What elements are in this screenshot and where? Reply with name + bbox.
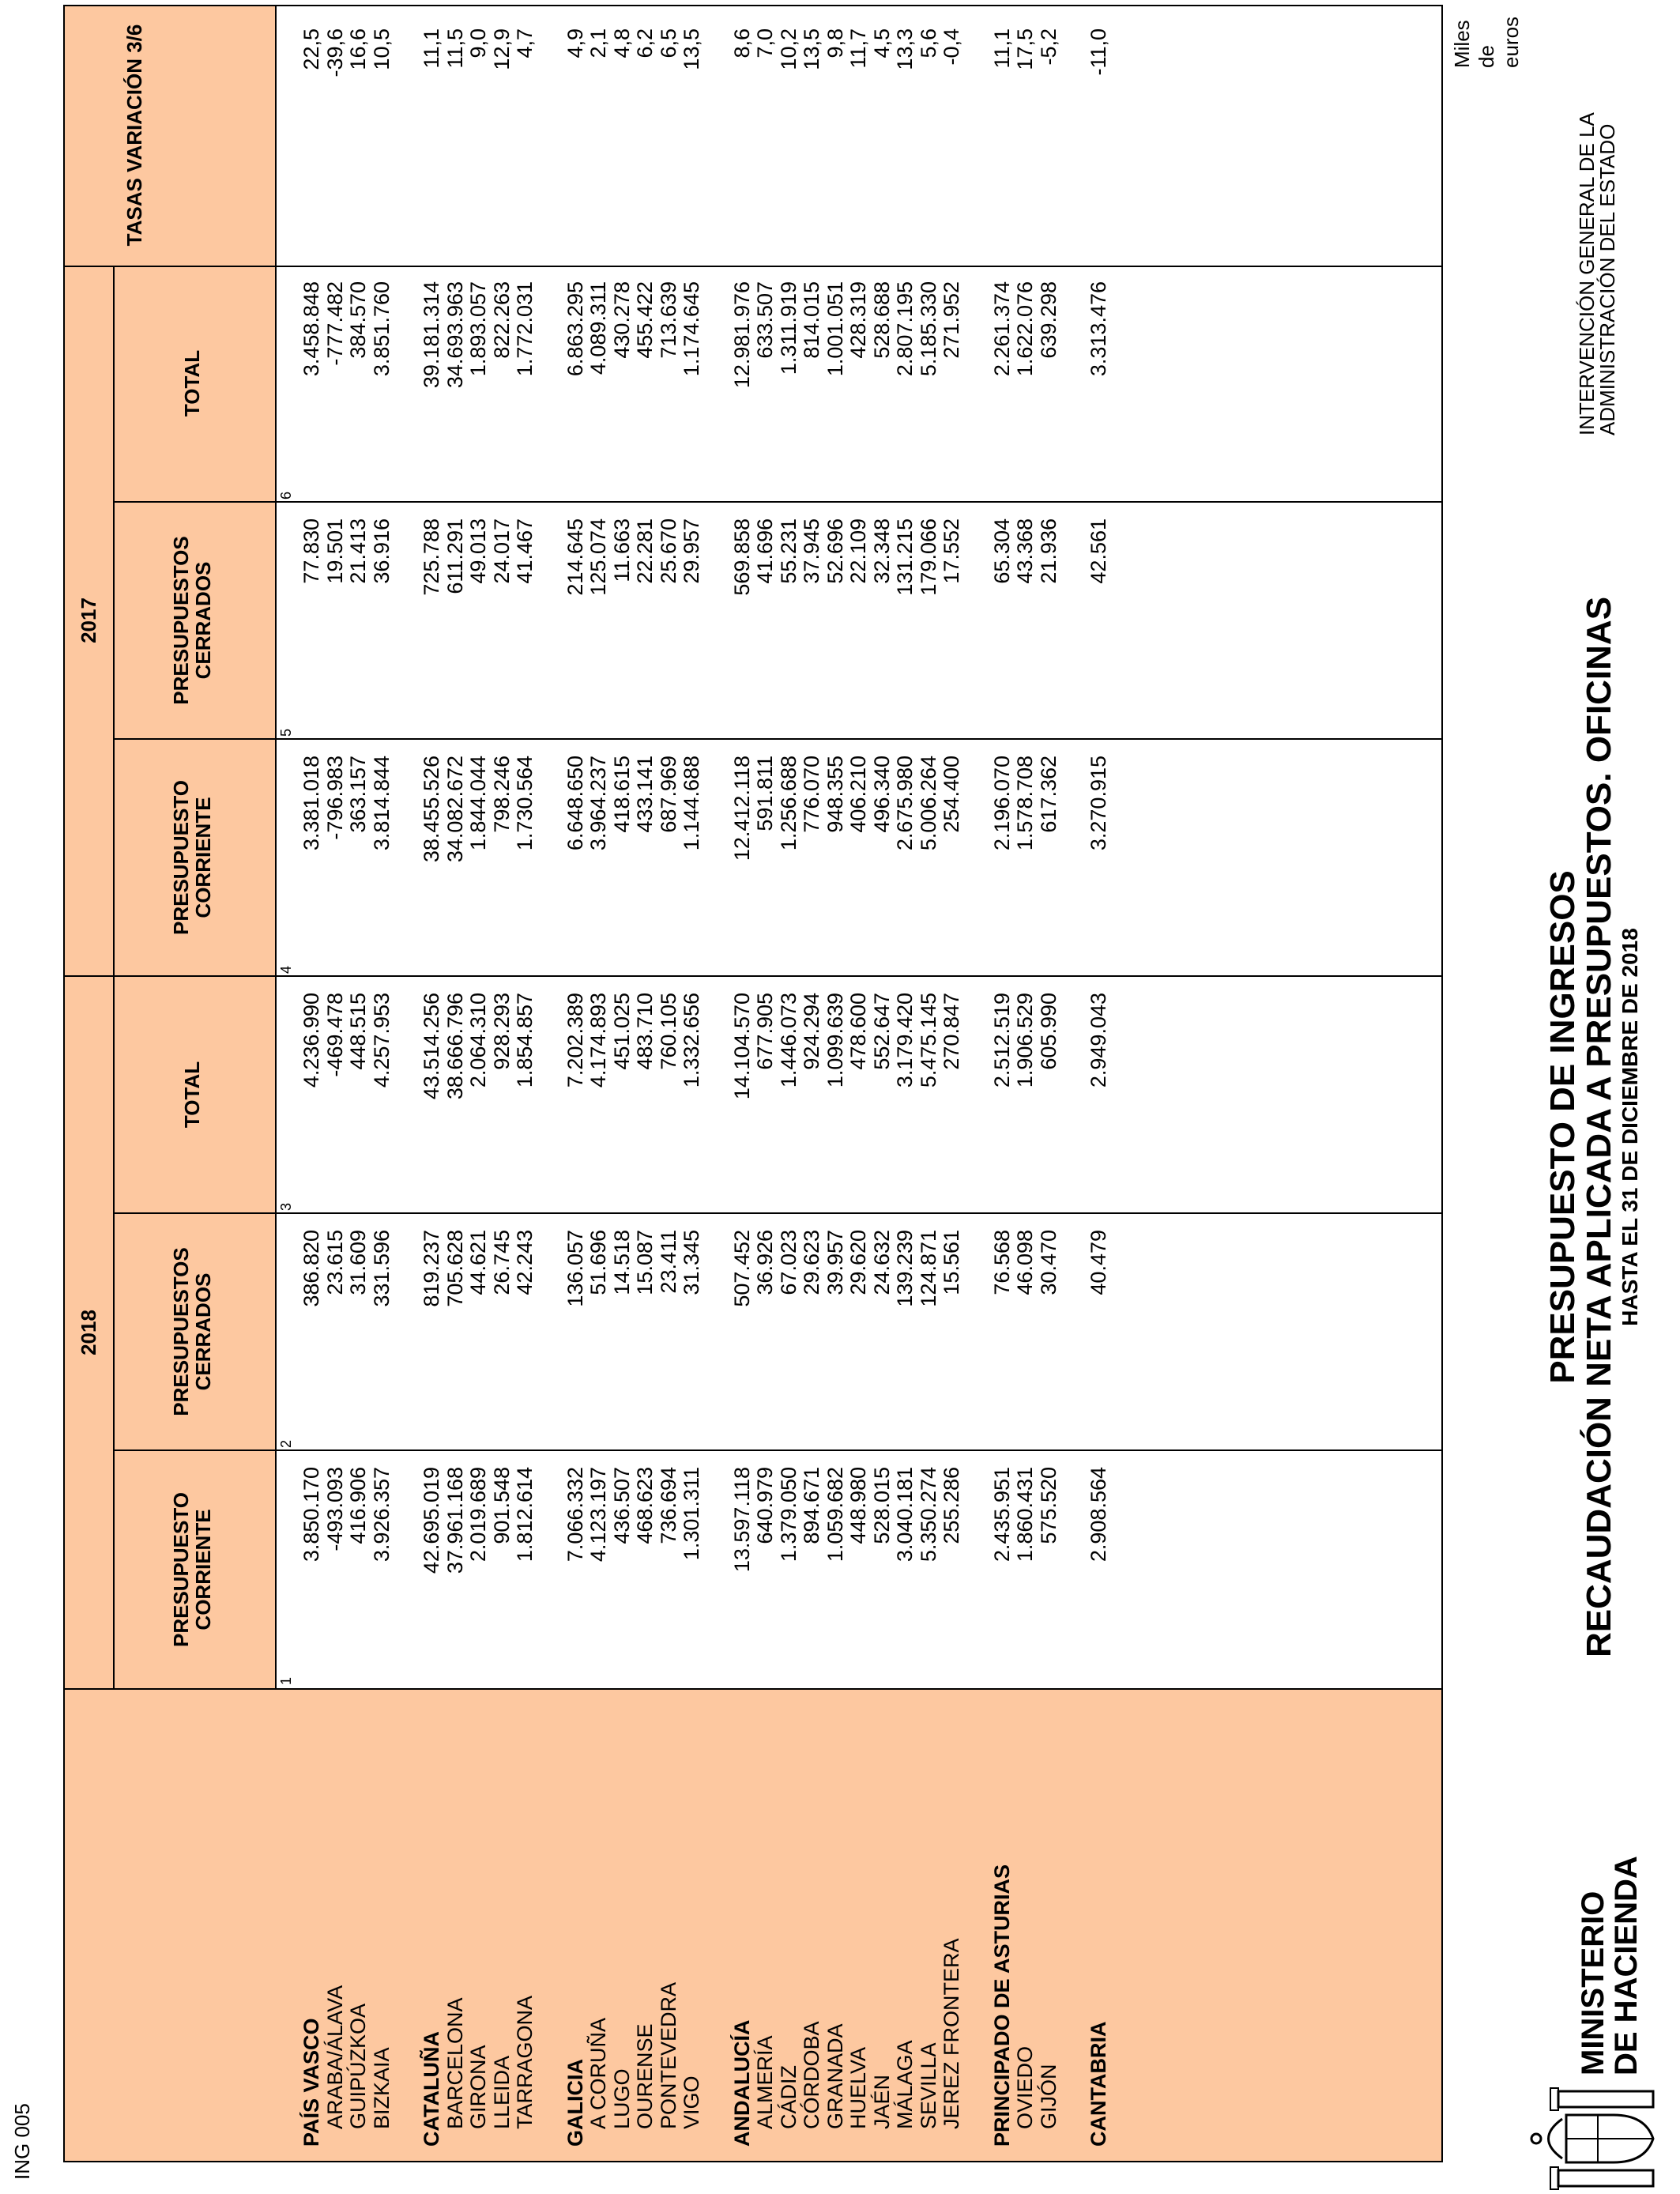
document-code: ING 005 — [10, 2103, 34, 2180]
cell-col-7: 9,8 — [823, 28, 847, 58]
row-label: GALICIA — [563, 2059, 587, 2147]
cell-col-3: 928.293 — [489, 993, 514, 1070]
cell-col-5: 41.467 — [513, 518, 537, 584]
cell-col-7: -39,6 — [322, 28, 347, 77]
cell-col-5: 77.830 — [299, 518, 323, 584]
cell-col-7: -11,0 — [1087, 28, 1110, 76]
row-label: OVIEDO — [1013, 2045, 1037, 2129]
cell-col-6: 3.313.476 — [1087, 281, 1110, 377]
cell-col-1: 528.015 — [869, 1467, 894, 1544]
cell-col-4: 1.844.044 — [466, 756, 490, 851]
cell-col-4: 3.814.844 — [369, 756, 394, 851]
row-label: GRANADA — [823, 2023, 847, 2129]
cell-col-7: -0,4 — [940, 28, 963, 66]
cell-col-3: 43.514.256 — [420, 993, 443, 1100]
issuer-block — [1576, 112, 1618, 435]
region-row — [1087, 5, 1110, 2162]
cell-col-2: 15.561 — [940, 1230, 963, 1295]
cell-col-5: 17.552 — [940, 518, 963, 584]
cell-col-2: 31.345 — [680, 1230, 703, 1295]
cell-col-7: 13,5 — [800, 28, 823, 70]
col-header-corriente-2018: PRESUPUESTO CORRIENTE — [169, 1492, 215, 1648]
title-line-2: RECAUDACIÓN NETA APLICADA A PRESUPUESTOS. OFICINAS — [1580, 596, 1618, 1658]
cell-col-1: -493.093 — [322, 1467, 347, 1551]
cell-col-1: 2.435.951 — [989, 1467, 1014, 1563]
ministry-line-1: MINISTERIO — [1576, 1891, 1610, 2075]
cell-col-3: 478.600 — [846, 993, 870, 1070]
cell-col-4: 687.969 — [656, 756, 680, 833]
office-row — [491, 5, 514, 2162]
row-label: PONTEVEDRA — [656, 1981, 680, 2129]
cell-col-3: 677.905 — [753, 993, 777, 1070]
cell-col-3: 605.990 — [1036, 993, 1060, 1070]
office-row — [587, 5, 610, 2162]
cell-col-3: 448.515 — [346, 993, 370, 1070]
row-label: OURENSE — [633, 2023, 657, 2129]
cell-col-5: 214.645 — [563, 518, 587, 596]
col-header-tasas: TASAS VARIACIÓN 3/6 — [122, 24, 146, 247]
cell-col-4: 2.675.980 — [893, 756, 917, 851]
row-label: CATALUÑA — [420, 2031, 443, 2147]
cell-col-7: 11,1 — [420, 28, 443, 69]
cell-col-6: 4.089.311 — [586, 281, 610, 375]
cell-col-5: 179.066 — [916, 518, 940, 596]
cell-col-6: 633.507 — [753, 281, 777, 359]
office-row — [754, 5, 777, 2162]
cell-col-7: 11,7 — [846, 28, 870, 69]
cell-col-1: 4.123.197 — [586, 1467, 610, 1563]
cell-col-3: 14.104.570 — [729, 993, 754, 1100]
cell-col-5: 36.916 — [369, 518, 394, 584]
cell-col-5: 21.936 — [1036, 518, 1060, 584]
cell-col-6: 1.893.057 — [466, 281, 490, 377]
cell-col-1: 640.979 — [753, 1467, 777, 1544]
cell-col-3: 451.025 — [609, 993, 634, 1070]
cell-col-1: 3.926.357 — [369, 1467, 394, 1563]
cell-col-1: 5.350.274 — [916, 1467, 940, 1563]
row-label: LUGO — [609, 2068, 634, 2129]
row-label: GIRONA — [466, 2045, 490, 2129]
office-row — [444, 5, 467, 2162]
office-row — [894, 5, 917, 2162]
cell-col-3: 1.099.639 — [823, 993, 847, 1088]
cell-col-2: 44.621 — [466, 1230, 490, 1295]
row-label: PAÍS VASCO — [299, 2018, 323, 2147]
row-label: PRINCIPADO DE ASTURIAS — [989, 1864, 1014, 2147]
cell-col-5: 65.304 — [989, 518, 1014, 584]
col-number-1: 1 — [278, 1676, 294, 1685]
cell-col-1: 42.695.019 — [420, 1467, 443, 1574]
office-row — [514, 5, 537, 2162]
cell-col-3: 2.064.310 — [466, 993, 490, 1088]
cell-col-4: 1.144.688 — [680, 756, 703, 851]
issuer-line-2: ADMINISTRACIÓN DEL ESTADO — [1595, 123, 1619, 435]
cell-col-1: 7.066.332 — [563, 1467, 587, 1563]
cell-col-1: 448.980 — [846, 1467, 870, 1544]
office-row — [800, 5, 823, 2162]
cell-col-4: 12.412.118 — [729, 756, 754, 861]
cell-col-3: 483.710 — [633, 993, 657, 1070]
office-row — [824, 5, 847, 2162]
col-number-5: 5 — [278, 728, 294, 737]
cell-col-6: 1.622.076 — [1013, 281, 1037, 377]
cell-col-4: 591.811 — [753, 756, 777, 831]
cell-col-3: 2.512.519 — [989, 993, 1014, 1088]
title-line-3: HASTA EL 31 DE DICIEMBRE DE 2018 — [1618, 928, 1642, 1326]
office-row — [657, 5, 680, 2162]
cell-col-7: 4,9 — [563, 28, 587, 58]
col-number-4: 4 — [278, 965, 294, 974]
cell-col-4: 798.246 — [489, 756, 514, 833]
cell-col-7: 7,0 — [753, 28, 777, 58]
cell-col-3: 1.446.073 — [776, 993, 800, 1088]
cell-col-2: 42.243 — [513, 1230, 537, 1295]
row-label: BARCELONA — [443, 1997, 467, 2129]
col-header-cerrados-2018: PRESUPUESTOS CERRADOS — [169, 1247, 215, 1416]
cell-col-2: 819.237 — [420, 1230, 443, 1307]
cell-col-7: 9,0 — [466, 28, 490, 58]
cell-col-2: 76.568 — [989, 1230, 1014, 1295]
cell-col-1: 1.059.682 — [823, 1467, 847, 1563]
cell-col-1: 416.906 — [346, 1467, 370, 1544]
row-label: GIJÓN — [1036, 2064, 1060, 2129]
cell-col-6: 2.807.195 — [893, 281, 917, 377]
cell-col-6: 271.952 — [940, 281, 963, 359]
cell-col-3: 7.202.389 — [563, 993, 587, 1088]
cell-col-2: 46.098 — [1013, 1230, 1037, 1295]
row-label: ALMERÍA — [753, 2035, 777, 2129]
cell-col-2: 24.632 — [869, 1230, 894, 1295]
cell-col-4: -796.983 — [322, 756, 347, 840]
cell-col-5: 41.696 — [753, 518, 777, 584]
col-header-cerrados-2017: PRESUPUESTOS CERRADOS — [169, 536, 215, 705]
row-label: VIGO — [680, 2075, 703, 2129]
cell-col-4: 418.615 — [609, 756, 634, 833]
cell-col-5: 125.074 — [586, 518, 610, 596]
cell-col-4: 38.455.526 — [420, 756, 443, 863]
cell-col-2: 507.452 — [729, 1230, 754, 1307]
office-row — [1038, 5, 1060, 2162]
cell-col-1: 1.812.614 — [513, 1467, 537, 1563]
cell-col-3: 3.179.420 — [893, 993, 917, 1088]
row-label: CÓRDOBA — [800, 2021, 823, 2129]
cell-col-5: 55.231 — [776, 518, 800, 584]
office-row — [940, 5, 963, 2162]
region-row — [731, 5, 754, 2162]
cell-col-6: -777.482 — [322, 281, 347, 366]
col-header-corriente-2017: PRESUPUESTO CORRIENTE — [169, 780, 215, 936]
cell-col-6: 1.001.051 — [823, 281, 847, 377]
col-number-6: 6 — [278, 491, 294, 499]
cell-col-6: 1.174.645 — [680, 281, 703, 377]
cell-col-5: 725.788 — [420, 518, 443, 596]
cell-col-4: 254.400 — [940, 756, 963, 833]
cell-col-2: 67.023 — [776, 1230, 800, 1295]
cell-col-2: 23.411 — [656, 1230, 680, 1294]
cell-col-6: 1.311.919 — [776, 281, 800, 375]
cell-col-4: 2.196.070 — [989, 756, 1014, 851]
cell-col-7: 17,5 — [1013, 28, 1037, 70]
cell-col-5: 131.215 — [893, 518, 917, 596]
cell-col-5: 611.291 — [443, 518, 467, 594]
cell-col-1: 2.019.689 — [466, 1467, 490, 1563]
cell-col-7: 12,9 — [489, 28, 514, 70]
cell-col-6: 455.422 — [633, 281, 657, 359]
cell-col-6: 1.772.031 — [513, 281, 537, 377]
cell-col-7: 8,6 — [729, 28, 754, 58]
cell-col-7: 13,5 — [680, 28, 703, 70]
office-row — [1014, 5, 1037, 2162]
cell-col-6: 384.570 — [346, 281, 370, 359]
cell-col-6: 3.851.760 — [369, 281, 394, 377]
cell-col-4: 617.362 — [1036, 756, 1060, 833]
cell-col-1: 1.860.431 — [1013, 1467, 1037, 1563]
cell-col-4: 3.270.915 — [1087, 756, 1110, 851]
cell-col-6: 2.261.374 — [989, 281, 1014, 377]
cell-col-4: 433.141 — [633, 756, 657, 833]
row-label: JEREZ FRONTERA — [940, 1938, 963, 2129]
cell-col-6: 822.263 — [489, 281, 514, 359]
office-row — [611, 5, 634, 2162]
cell-col-7: 4,7 — [513, 28, 537, 58]
cell-col-3: 1.906.529 — [1013, 993, 1037, 1088]
cell-col-2: 40.479 — [1087, 1230, 1110, 1295]
cell-col-6: 6.863.295 — [563, 281, 587, 377]
cell-col-2: 39.957 — [823, 1230, 847, 1295]
cell-col-2: 26.745 — [489, 1230, 514, 1295]
year-2017-header: 2017 — [76, 598, 100, 643]
cell-col-7: 10,2 — [776, 28, 800, 70]
office-row — [847, 5, 870, 2162]
cell-col-6: 3.458.848 — [299, 281, 323, 377]
cell-col-3: 1.332.656 — [680, 993, 703, 1088]
cell-col-2: 31.609 — [346, 1230, 370, 1295]
cell-col-2: 139.239 — [893, 1230, 917, 1307]
cell-col-6: 428.319 — [846, 281, 870, 359]
cell-col-7: 6,2 — [633, 28, 657, 58]
office-row — [680, 5, 703, 2162]
cell-col-4: 363.157 — [346, 756, 370, 833]
cell-col-7: 4,8 — [609, 28, 634, 58]
row-label: SEVILLA — [916, 2042, 940, 2129]
cell-col-5: 11.663 — [609, 518, 634, 582]
cell-col-4: 1.730.564 — [513, 756, 537, 851]
cell-col-6: 39.181.314 — [420, 281, 443, 389]
row-label: A CORUÑA — [586, 2017, 610, 2129]
cell-col-1: 894.671 — [800, 1467, 823, 1544]
cell-col-1: 736.694 — [656, 1467, 680, 1544]
row-label: ANDALUCÍA — [729, 2019, 754, 2147]
cell-col-3: 2.949.043 — [1087, 993, 1110, 1088]
row-label: MÁLAGA — [893, 2040, 917, 2129]
cell-col-2: 331.596 — [369, 1230, 394, 1307]
cell-col-3: 1.854.857 — [513, 993, 537, 1088]
cell-col-7: 10,5 — [369, 28, 394, 70]
region-row — [300, 5, 323, 2162]
cell-col-4: 1.256.688 — [776, 756, 800, 851]
cell-col-3: 760.105 — [656, 993, 680, 1070]
cell-col-2: 23.615 — [322, 1230, 347, 1295]
office-row — [371, 5, 394, 2162]
cell-col-5: 19.501 — [322, 518, 347, 584]
office-row — [347, 5, 370, 2162]
cell-col-4: 406.210 — [846, 756, 870, 833]
cell-col-3: 5.475.145 — [916, 993, 940, 1088]
cell-col-7: 11,1 — [989, 28, 1014, 69]
ministry-line-2: DE HACIENDA — [1609, 1856, 1644, 2075]
cell-col-1: 575.520 — [1036, 1467, 1060, 1544]
row-label: CÁDIZ — [776, 2065, 800, 2129]
cell-col-2: 14.518 — [609, 1230, 634, 1295]
issuer-line-1: INTERVENCIÓN GENERAL DE LA — [1575, 112, 1599, 435]
units-label: Miles de euros — [1450, 16, 1523, 68]
cell-col-5: 42.561 — [1087, 518, 1110, 584]
cell-col-1: 1.379.050 — [776, 1467, 800, 1563]
cell-col-7: 22,5 — [299, 28, 323, 70]
cell-col-2: 29.623 — [800, 1230, 823, 1295]
cell-col-7: 4,5 — [869, 28, 894, 58]
cell-col-3: 38.666.796 — [443, 993, 467, 1100]
cell-col-4: 3.381.018 — [299, 756, 323, 851]
col-header-total-2018: TOTAL — [180, 1061, 204, 1129]
col-number-2: 2 — [278, 1439, 294, 1448]
coat-of-arms-icon — [1527, 2083, 1669, 2194]
cell-col-5: 43.368 — [1013, 518, 1037, 584]
cell-col-3: 552.647 — [869, 993, 894, 1070]
cell-col-5: 37.945 — [800, 518, 823, 584]
cell-col-7: 6,5 — [656, 28, 680, 58]
cell-col-2: 705.628 — [443, 1230, 467, 1307]
cell-col-4: 948.355 — [823, 756, 847, 833]
row-label: TARRAGONA — [513, 1995, 537, 2129]
cell-col-6: 639.298 — [1036, 281, 1060, 359]
cell-col-7: -5,2 — [1036, 28, 1060, 66]
cell-col-4: 3.964.237 — [586, 756, 610, 851]
row-label: HUELVA — [846, 2046, 870, 2129]
cell-col-5: 21.413 — [346, 518, 370, 584]
cell-col-4: 6.648.650 — [563, 756, 587, 851]
revenue-table — [63, 5, 1446, 2162]
cell-col-7: 11,5 — [443, 28, 467, 69]
cell-col-6: 430.278 — [609, 281, 634, 359]
row-label: JAÉN — [869, 2074, 894, 2129]
cell-col-5: 49.013 — [466, 518, 490, 584]
cell-col-1: 37.961.168 — [443, 1467, 467, 1574]
cell-col-3: 270.847 — [940, 993, 963, 1070]
cell-col-1: 255.286 — [940, 1467, 963, 1544]
cell-col-5: 22.281 — [633, 518, 657, 584]
cell-col-2: 51.696 — [586, 1230, 610, 1295]
cell-col-7: 2,1 — [586, 28, 610, 58]
cell-col-6: 528.688 — [869, 281, 894, 359]
cell-col-4: 34.082.672 — [443, 756, 467, 863]
cell-col-1: 1.301.311 — [680, 1467, 703, 1561]
office-row — [871, 5, 894, 2162]
cell-col-1: 901.548 — [489, 1467, 514, 1544]
region-row — [991, 5, 1014, 2162]
cell-col-1: 3.850.170 — [299, 1467, 323, 1563]
cell-col-2: 136.057 — [563, 1230, 587, 1307]
office-row — [917, 5, 940, 2162]
cell-col-3: 4.257.953 — [369, 993, 394, 1088]
cell-col-1: 3.040.181 — [893, 1467, 917, 1563]
cell-col-5: 52.696 — [823, 518, 847, 584]
cell-col-4: 496.340 — [869, 756, 894, 833]
col-header-total-2017: TOTAL — [180, 349, 204, 417]
cell-col-1: 2.908.564 — [1087, 1467, 1110, 1563]
cell-col-1: 436.507 — [609, 1467, 634, 1544]
title-line-1: PRESUPUESTO DE INGRESOS — [1543, 870, 1582, 1384]
cell-col-5: 29.957 — [680, 518, 703, 584]
row-label: ARABA/ÁLAVA — [322, 1985, 347, 2129]
cell-col-3: 4.174.893 — [586, 993, 610, 1088]
cell-col-5: 22.109 — [846, 518, 870, 584]
cell-col-2: 15.087 — [633, 1230, 657, 1295]
cell-col-4: 5.006.264 — [916, 756, 940, 851]
cell-col-5: 25.670 — [656, 518, 680, 584]
cell-col-7: 13,3 — [893, 28, 917, 70]
cell-col-5: 569.858 — [729, 518, 754, 596]
cell-col-7: 16,6 — [346, 28, 370, 70]
cell-col-2: 386.820 — [299, 1230, 323, 1307]
cell-col-7: 5,6 — [916, 28, 940, 58]
row-label: LLEIDA — [489, 2055, 514, 2129]
cell-col-3: -469.478 — [322, 993, 347, 1077]
cell-col-2: 36.926 — [753, 1230, 777, 1295]
row-label: CANTABRIA — [1087, 2021, 1110, 2147]
row-label: BIZKAIA — [369, 2047, 394, 2129]
cell-col-3: 4.236.990 — [299, 993, 323, 1088]
row-label: GUIPÚZKOA — [346, 2003, 370, 2129]
cell-col-2: 29.620 — [846, 1230, 870, 1295]
table-bottom-border — [1441, 266, 1443, 1690]
cell-col-2: 30.470 — [1036, 1230, 1060, 1295]
cell-col-6: 34.693.963 — [443, 281, 467, 389]
cell-col-1: 468.623 — [633, 1467, 657, 1544]
cell-col-6: 5.185.330 — [916, 281, 940, 377]
cell-col-6: 814.015 — [800, 281, 823, 359]
cell-col-5: 24.017 — [489, 518, 514, 584]
cell-col-4: 1.578.708 — [1013, 756, 1037, 851]
cell-col-6: 713.639 — [656, 281, 680, 359]
office-row — [778, 5, 800, 2162]
cell-col-5: 32.348 — [869, 518, 894, 584]
office-row — [324, 5, 347, 2162]
office-row — [467, 5, 490, 2162]
cell-col-1: 13.597.118 — [729, 1467, 754, 1573]
region-row — [564, 5, 587, 2162]
cell-col-3: 924.294 — [800, 993, 823, 1070]
year-2018-header: 2018 — [76, 1310, 100, 1355]
document-title — [1545, 534, 1643, 1720]
cell-col-2: 124.871 — [916, 1230, 940, 1307]
office-row — [634, 5, 657, 2162]
col-number-3: 3 — [278, 1202, 294, 1211]
cell-col-4: 776.070 — [800, 756, 823, 833]
region-row — [420, 5, 443, 2162]
ministry-name — [1576, 1856, 1643, 2075]
cell-col-6: 12.981.976 — [729, 281, 754, 389]
